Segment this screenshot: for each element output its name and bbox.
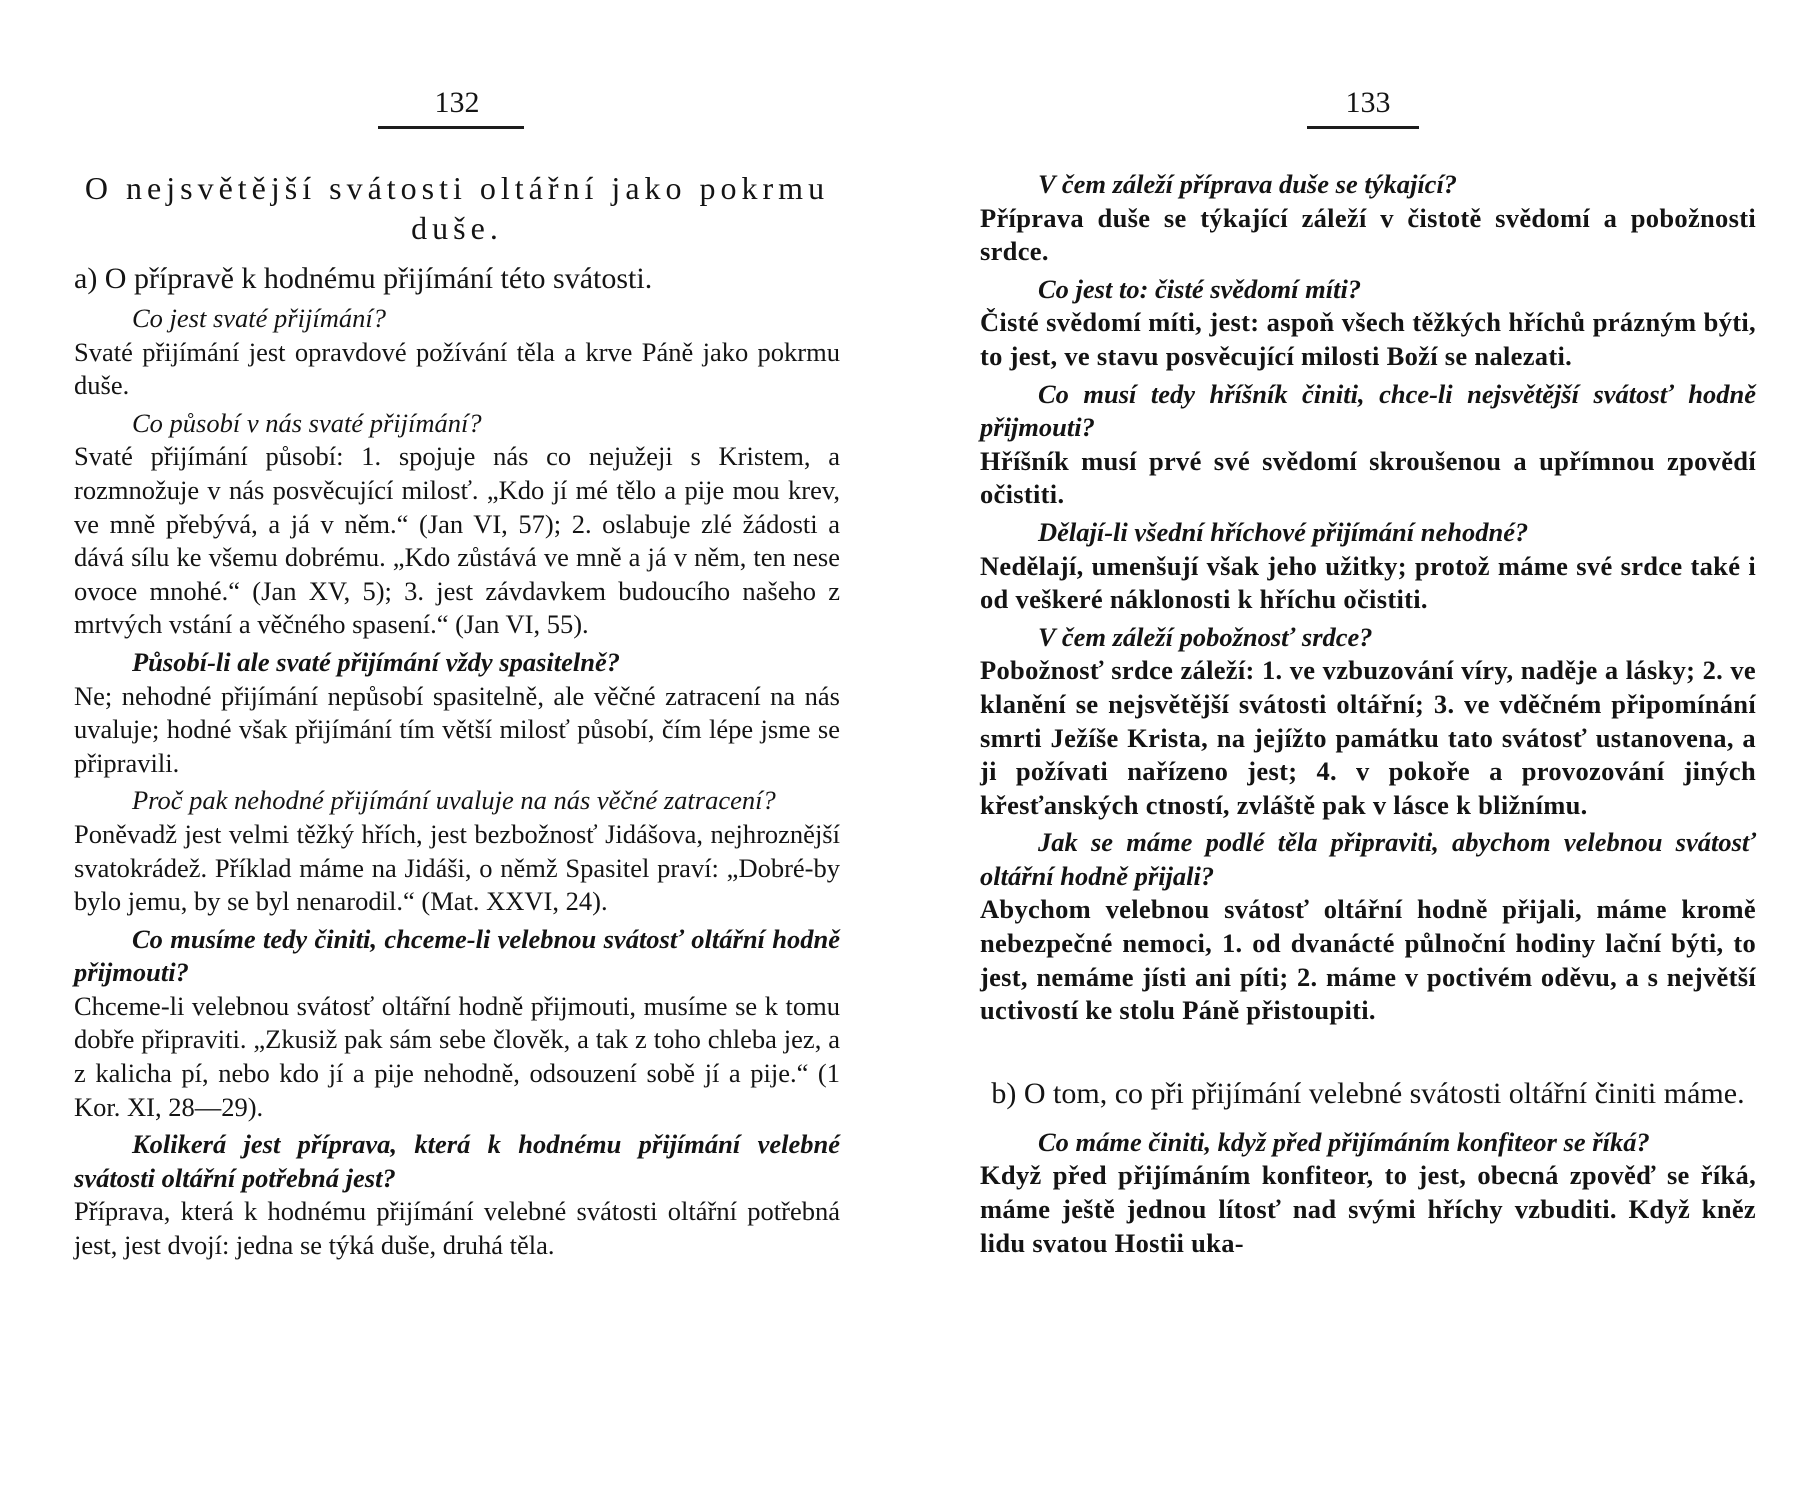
question: Co musíme tedy činiti, chceme-li velebnou svátosť oltářní hodně přijmouti?: [74, 923, 840, 988]
question: Kolikerá jest příprava, která k hodnému přijímání velebné svátosti oltářní potřebná jest?: [74, 1129, 840, 1193]
answer: Hříšník musí prvé své svědomí skroušenou a upřímnou zpovědí očistiti.: [980, 445, 1756, 510]
question: Působí-li ale svaté přijímání vždy spasitelně?: [132, 646, 621, 677]
question: V čem záleží příprava duše se týkající?: [1038, 169, 1458, 199]
question: Jak se máme podlé těla připraviti, abychom velebnou svátosť oltářní hodně přijali?: [980, 827, 1756, 891]
left-page: [74, 0, 840, 1500]
chapter-title: O nejsvětější svátosti oltářní jako pokrmu duše.: [84, 170, 830, 246]
answer: Příprava, která k hodnému přijímání velebné svátosti oltářní potřebná jest, jest dvojí: jedna se týká duše, druhá těla.: [74, 1196, 840, 1261]
question: Co působí v nás svaté přijímání?: [132, 407, 482, 438]
question: Dělají-li všední hříchové přijímání nehodné?: [1038, 516, 1529, 547]
left-page-content: [74, 168, 840, 1267]
answer: Abychom velebnou svátosť oltářní hodně přijali, máme kromě nebezpečné nemoci, 1. od dvanácté půlnoční hodiny lační býti, to jest, nemáme jísti ani píti; 2. máme v poctivém oděvu, a s největší uctivostí ke stolu Páně přistoupiti.: [980, 894, 1756, 1026]
answer: Svaté přijímání jest opravdové požívání těla a krve Páně jako pokrmu duše.: [74, 336, 840, 401]
page-number-rule: [378, 126, 524, 129]
page-number-rule: [1307, 126, 1419, 129]
right-page: [980, 0, 1756, 1500]
question: V čem záleží pobožnosť srdce?: [1038, 621, 1373, 652]
page-number: 133: [1345, 86, 1391, 119]
answer: Když před přijímáním konfiteor, to jest, obecná zpověď se říká, máme ještě jednou lítosť nad svými hříchy vzbuditi. Když kněz lidu svatou Hostii uka-: [980, 1160, 1756, 1258]
answer: Příprava duše se týkající záleží v čistotě svědomí a pobožnosti srdce.: [980, 202, 1756, 267]
answer: Chceme-li velebnou svátosť oltářní hodně přijmouti, musíme se k tomu dobře připraviti. „Zkusiž pak sám sebe člověk, a tak z toho chleba jez, a z kalicha pí, nebo kdo jí a pije nehodně, odsouzení sobě jí a pije.“ (1 Kor. XI, 28—29).: [74, 990, 840, 1122]
answer: Nedělají, umenšují však jeho užitky; protož máme své srdce také i od veškeré náklonosti k hříchu očistiti.: [980, 550, 1756, 615]
answer: Poněvadž jest velmi těžký hřích, jest bezbožnosť Jidášova, nejhroznější svatokrádež. Příklad máme na Jidáši, o němž Spasitel praví: „Dobré-by bylo jemu, by se byl nenarodil.“ (Mat. XXVI, 24).: [74, 818, 840, 917]
page-number: 132: [434, 86, 480, 119]
right-page-content: [980, 168, 1756, 1264]
answer: Svaté přijímání působí: 1. spojuje nás co nejužeji s Kristem, a rozmnožuje v nás posvěcující milosť. „Kdo jí mé tělo a pije mou krev, ve mně přebývá, a já v něm.“ (Jan VI, 57); 2. oslabuje zlé žádosti a dává sílu ke všemu dobrému. „Kdo zůstává ve mně a já v něm, ten nese ovoce mnohé.“ (Jan XV, 5); 3. jest závdavkem budoucího našeho z mrtvých vstání a věčného spasení.“ (Jan VI, 55).: [74, 441, 840, 640]
answer: Pobožnosť srdce záleží: 1. ve vzbuzování víry, naděje a lásky; 2. ve klanění se nejsvětější svátosti oltářní; 3. ve vděčném připomínání smrti Ježíše Krista, na jejížto památku tato svátosť ustanovena, a ji požívati nařízeno jest; 4. v pokoře a provozování jiných křesťanských ctností, zvláště pak v lásce k bližnímu.: [980, 655, 1756, 820]
question: Co musí tedy hříšník činiti, chce-li nejsvětější svátosť hodně přijmouti?: [980, 378, 1756, 443]
answer: Ne; nehodné přijímání nepůsobí spasitelně, ale věčné zatracení na nás uvaluje; hodné však přijímání tím větší milosť působí, čím lépe jsme se připravili.: [74, 680, 840, 778]
question: Co jest to: čisté svědomí míti?: [1038, 273, 1362, 304]
answer: Čisté svědomí míti, jest: aspoň všech těžkých hříchů prázným býti, to jest, ve stavu posvěcující milosti Boží se nalezati.: [980, 307, 1756, 371]
section-heading-a: a) O přípravě k hodnému přijímání této svátosti.: [74, 262, 653, 295]
question: Proč pak nehodné přijímání uvaluje na nás věčné zatracení?: [132, 785, 776, 816]
section-heading-b: b) O tom, co při přijímání velebné svátosti oltářní činiti máme.: [991, 1076, 1745, 1110]
question: Co jest svaté přijímání?: [132, 303, 386, 333]
question: Co máme činiti, když před přijímáním konfiteor se říká?: [1038, 1126, 1650, 1157]
